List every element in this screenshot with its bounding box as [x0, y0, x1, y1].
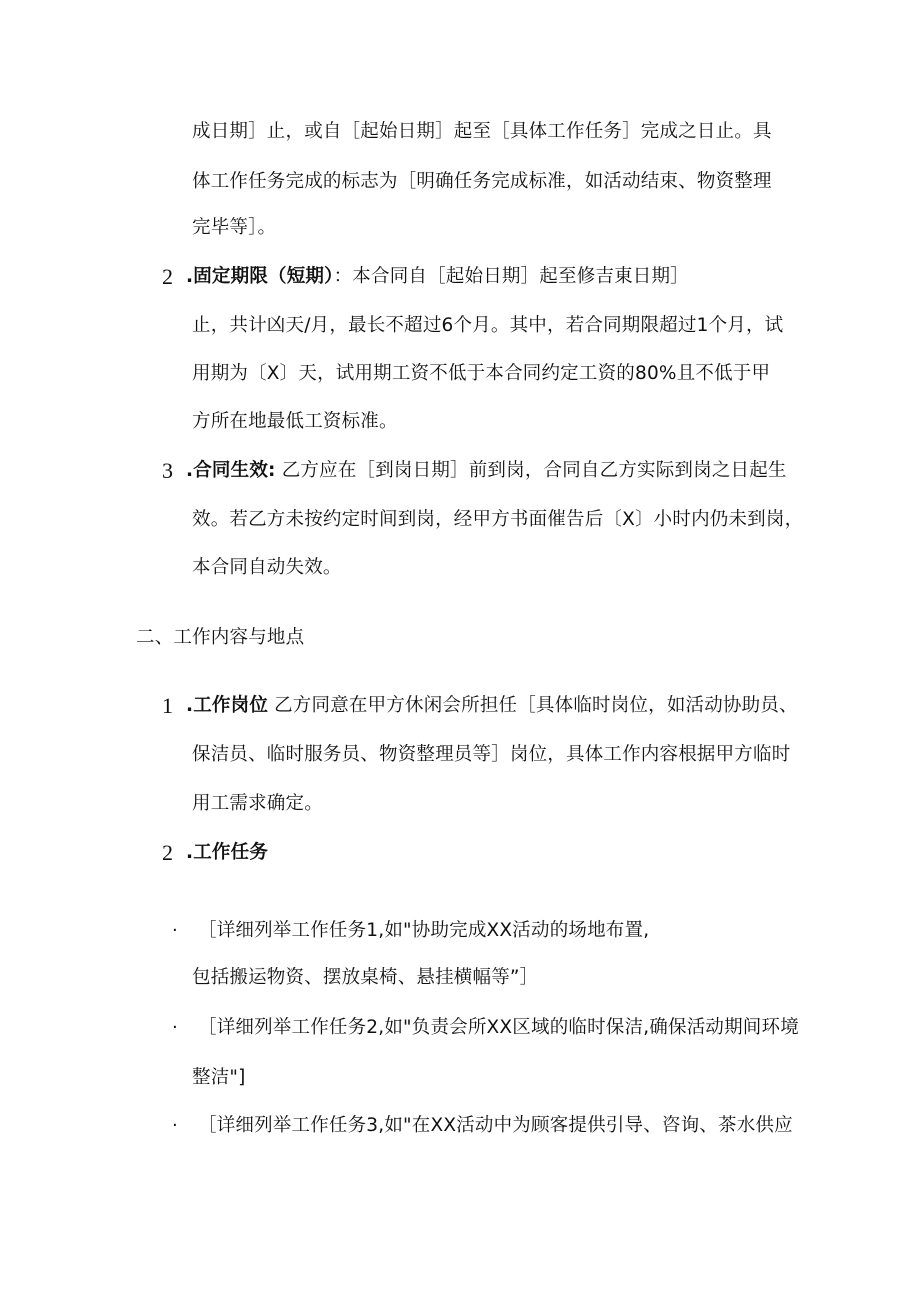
item-number: 3: [162, 458, 173, 483]
bullet-marker: ·: [172, 1115, 178, 1136]
bullet-marker: ·: [172, 1017, 178, 1038]
item-first-line: [186, 457, 787, 485]
paragraph-line: 保洁员、临时服务员、物资整理员等］岗位，具体工作内容根据甲方临时: [192, 744, 791, 765]
item-text: 乙方应在［到岗日期］前到岗，合同自乙方实际到岗之日起生: [275, 460, 787, 481]
paragraph-line: 本合同自动失效。: [192, 557, 342, 578]
item-title: .工作任务: [186, 842, 269, 863]
paragraph-line: 止，共计凶天/月，最长不超过6个月。其中，若合同期限超过1个月，试: [192, 315, 784, 336]
paragraph-line: 体工作任务完成的标志为［明确任务完成标准，如活动结束、物资整理: [192, 171, 772, 192]
bullet-marker: ·: [172, 920, 178, 941]
item-number: 2: [162, 840, 173, 865]
paragraph-line: 成日期］止，或自［起始日期］起至［具体工作任务］完成之日止。具: [192, 121, 772, 142]
item-title: .工作岗位: [186, 695, 269, 716]
item-title: .固定期限（短期）: [186, 266, 334, 287]
bullet-text: ［详细列举工作任务2,如"负责会所XX区域的临时保洁,确保活动期间环境: [198, 1017, 799, 1038]
section-heading: 二、工作内容与地点: [136, 627, 305, 648]
bullet-text: 整洁"]: [192, 1067, 246, 1088]
paragraph-line: 用工需求确定。: [192, 793, 323, 814]
item-text: ：本合同自［起始日期］起至修吉東日期］: [333, 266, 689, 287]
paragraph-line: 效。若乙方未按约定时间到岗，经甲方书面催告后〔X〕小时内仍未到岗，: [192, 509, 804, 530]
item-first-line: [186, 692, 798, 720]
bullet-text: ［详细列举工作任务3,如"在XX活动中为顾客提供引导、咨询、茶水供应: [198, 1115, 793, 1136]
item-first-line: [186, 263, 689, 291]
item-title: .合同生效:: [186, 460, 276, 481]
paragraph-line: 用期为〔X〕天，试用期工资不低于本合同约定工资的80%且不低于甲: [192, 363, 771, 384]
item-text: 乙方同意在甲方休闲会所担任［具体临时岗位，如活动协助员、: [268, 695, 798, 716]
item-number: 1: [162, 693, 173, 718]
item-number: 2: [162, 264, 173, 289]
item-first-line: [186, 839, 268, 867]
paragraph-line: 完毕等］。: [192, 217, 277, 238]
bullet-text: 包括搬运物资、摆放桌椅、悬挂横幅等”］: [192, 967, 539, 988]
paragraph-line: 方所在地最低工资标准。: [192, 411, 398, 432]
bullet-text: ［详细列举工作任务1,如"协助完成XX活动的场地布置,: [198, 920, 650, 941]
